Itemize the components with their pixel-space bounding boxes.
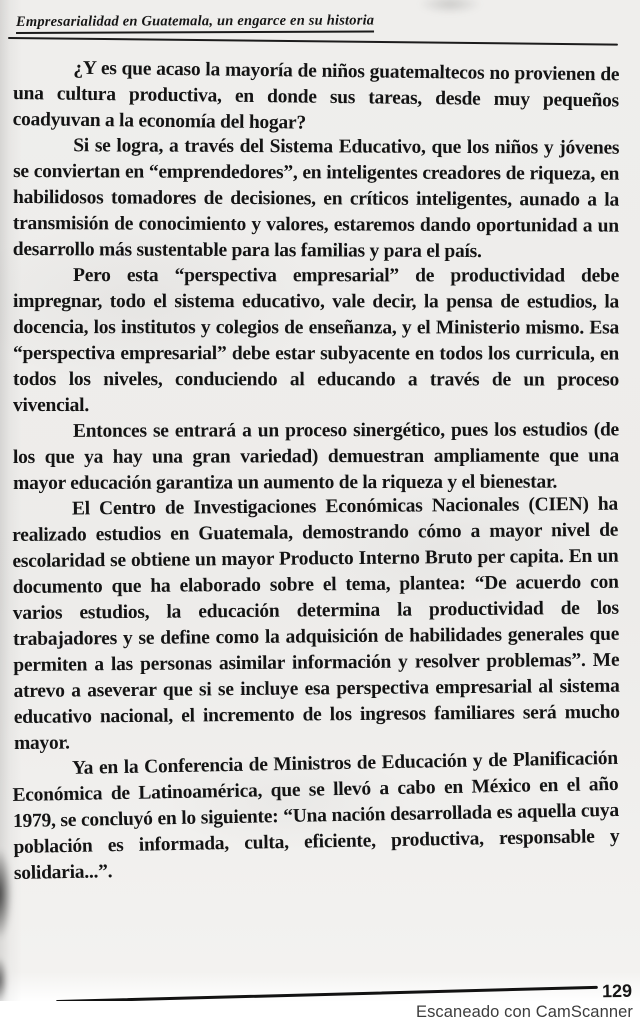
- page-number: 129: [601, 980, 633, 1002]
- body-paragraph-2: Si se logra, a través del Sistema Educativo, que los niños y jóvenes se conviertan en “emprendedores”, en inteligentes creadores de riqueza, en habilidosos tomadores de decisiones, en críticos inteligentes, aunado a la transmisión de conocimiento y valores, estaremos dando oportunidad a un desarrollo más sustentable para las familias y para el país.: [12, 135, 620, 263]
- scan-artifact-left-blob: [0, 848, 12, 940]
- body-paragraph-1: ¿Y es que acaso la mayoría de niños guatemaltecos no provienen de una cultura productiva, en donde sus tareas, desde muy pequeños coadyuvan a la economía del hogar?: [12, 57, 620, 134]
- camscanner-watermark-text: Escaneado con CamScanner: [415, 1003, 633, 1021]
- body-paragraph-3: Pero esta “perspectiva empresarial” de productividad debe impregnar, todo el sistema educativo, vale decir, la pensa de estudios, la docencia, los institutos y colegios de enseñanza, y el Ministerio mismo. Esa “perspectiva empresarial” debe estar subyacente en todos los curricula, en todos los niveles, conduciendo al educando a través de un proceso vivencial.: [12, 265, 620, 417]
- scan-artifact-left-mark: [0, 956, 8, 1004]
- body-paragraph-5: El Centro de Investigaciones Económicas Nacionales (CIEN) ha realizado estudios en Guatemala, demostrando cómo a mayor nivel de escolaridad se obtiene un mayor Producto Interno Bruto per capita. En un documento que ha elaborado sobre el tema, plantea: “De acuerdo con varios estudios, la educación determina la productividad de los trabajadores y se define como la adquisición de habilidades generales que permiten a las personas asimilar información y resolver problemas”. Me atrevo a aseverar que si se incluye esa perspectiva empresarial al sistema educativo nacional, el incremento de los ingresos familiares será mucho mayor.: [12, 493, 620, 754]
- running-header-title: Empresarialidad en Guatemala, un engarce en su historia: [16, 12, 374, 34]
- scan-artifact-top-smudge: [418, 0, 482, 14]
- body-paragraph-4: Entonces se entrará a un proceso sinergético, pues los estudios (de los que ya hay una gran variedad) demuestran ampliamente que una mayor educación garantiza un aumento de la riqueza y el bienestar.: [12, 419, 620, 494]
- camscanner-watermark-bar: [0, 1001, 640, 1024]
- page-body-text: [13, 55, 619, 887]
- body-paragraph-6: Ya en la Conferencia de Ministros de Educación y de Planificación Económica de Latinoamérica, que se llevó a cabo en México en el año 1979, se concluyó en lo siguiente: “Una nación desarrollada es aquella cuya población es informada, culta, eficiente, productiva, responsable y solidaria...”.: [12, 747, 620, 884]
- header-rule-line: [8, 37, 618, 46]
